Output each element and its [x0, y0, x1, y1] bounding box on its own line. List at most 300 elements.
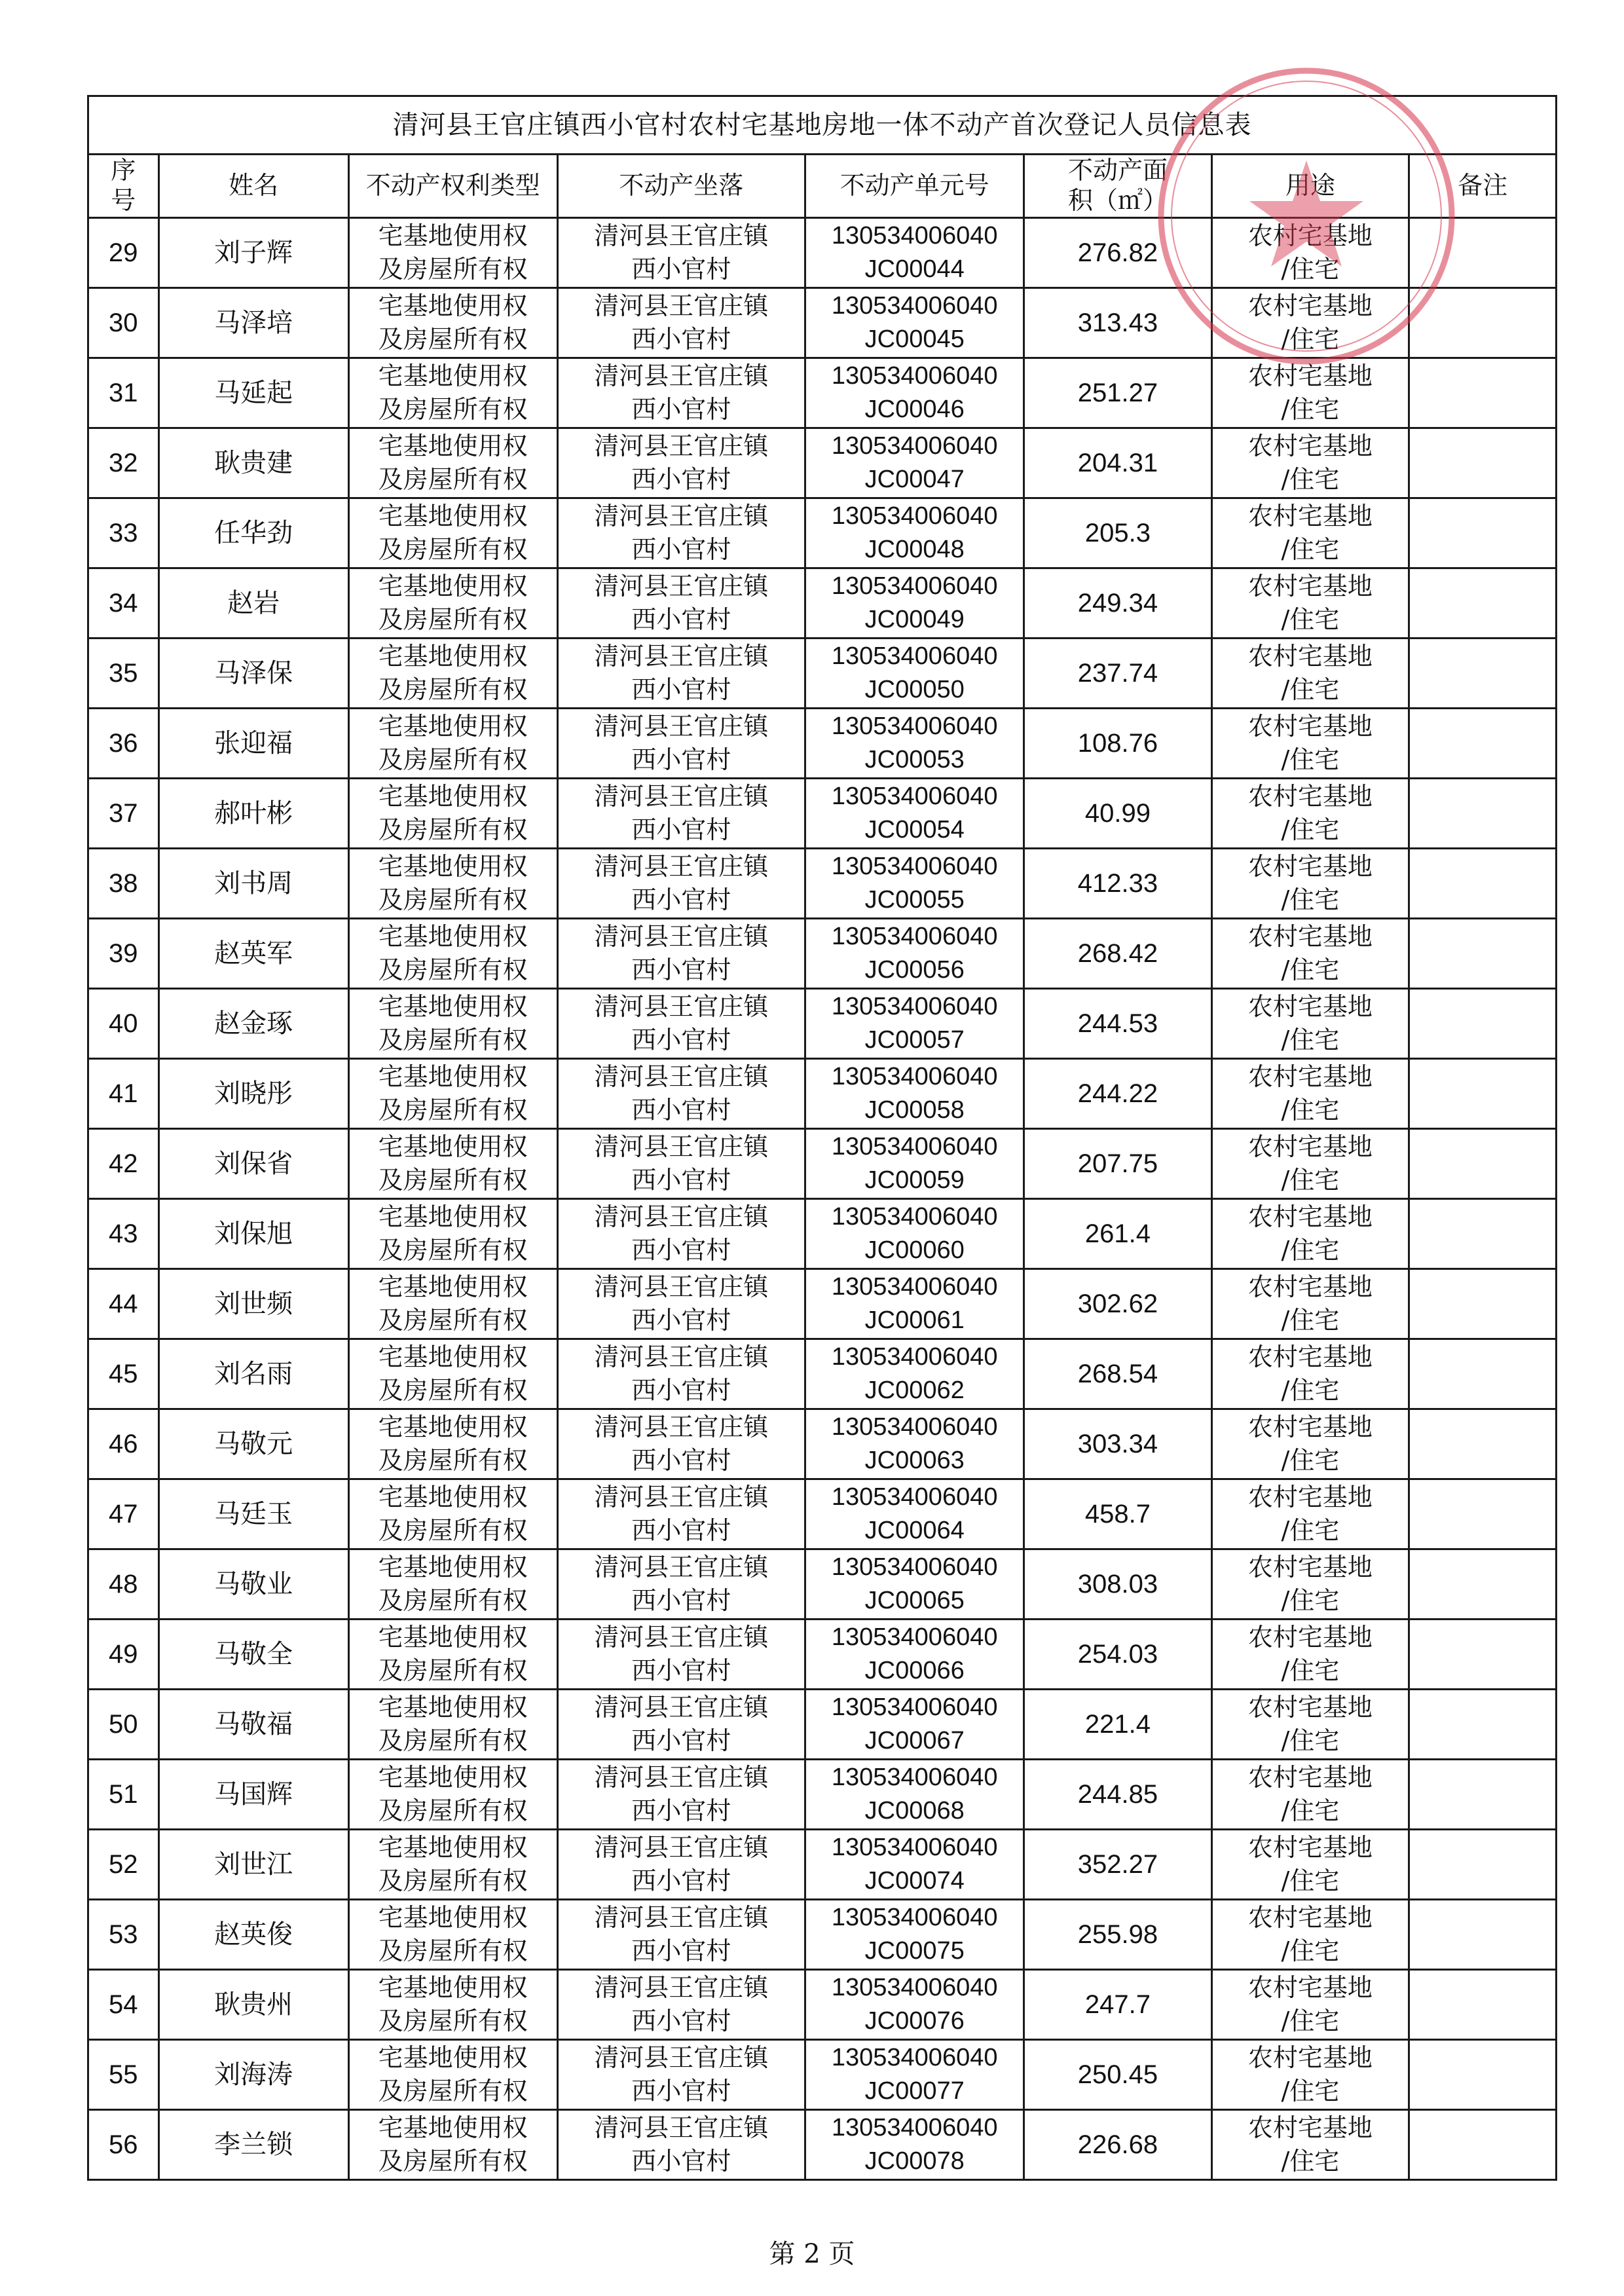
cell-usage-line-2: /住宅	[1281, 255, 1340, 284]
cell-location	[557, 2040, 805, 2110]
cell-right-type-line-2: 及房屋所有权	[378, 325, 528, 354]
cell-usage	[1211, 498, 1409, 568]
cell-unit-no-line-2: JC00076	[864, 2007, 965, 2035]
cell-unit-no-line-1: 130534006040	[831, 432, 998, 460]
cell-right-type-line-1: 宅基地使用权	[378, 1482, 528, 1511]
cell-location-line-2: 西小官村	[631, 1026, 731, 1054]
cell-name: 马泽培	[158, 288, 348, 358]
cell-usage-line-1: 农村宅基地	[1247, 1482, 1373, 1511]
cell-usage	[1211, 849, 1409, 919]
cell-note	[1409, 779, 1557, 849]
cell-usage-line-2: /住宅	[1281, 535, 1340, 564]
cell-seq: 41	[88, 1059, 159, 1129]
cell-location-line-2: 西小官村	[631, 1726, 731, 1755]
cell-unit-no-line-1: 130534006040	[831, 1553, 998, 1581]
cell-location-line-2: 西小官村	[631, 535, 731, 564]
cell-right-type-line-2: 及房屋所有权	[378, 1026, 528, 1054]
cell-name: 马敬全	[158, 1620, 348, 1690]
cell-unit-no-line-2: JC00047	[864, 466, 965, 493]
cell-right-type-line-1: 宅基地使用权	[378, 921, 528, 951]
cell-usage-line-2: /住宅	[1281, 2077, 1340, 2105]
cell-right-type	[348, 989, 557, 1059]
cell-area: 247.7	[1024, 1970, 1211, 2040]
cell-unit-no-line-2: JC00061	[864, 1306, 965, 1334]
cell-location-line-1: 清河县王官庄镇	[594, 1482, 769, 1511]
cell-seq: 48	[88, 1549, 159, 1620]
cell-unit-no	[805, 779, 1024, 849]
table-row	[88, 218, 1557, 288]
cell-unit-no-line-2: JC00066	[864, 1657, 965, 1684]
header-usage: 用途	[1211, 155, 1409, 218]
cell-location-line-2: 西小官村	[631, 745, 731, 774]
cell-seq: 37	[88, 779, 159, 849]
cell-name: 耿贵州	[158, 1970, 348, 2040]
cell-location-line-2: 西小官村	[631, 1376, 731, 1405]
cell-usage	[1211, 989, 1409, 1059]
cell-location-line-1: 清河县王官庄镇	[594, 1832, 769, 1862]
cell-usage-line-2: /住宅	[1281, 745, 1340, 774]
cell-usage	[1211, 919, 1409, 989]
cell-unit-no	[805, 709, 1024, 779]
cell-usage-line-1: 农村宅基地	[1247, 1762, 1373, 1792]
table-row	[88, 1269, 1557, 1339]
cell-right-type-line-2: 及房屋所有权	[378, 1376, 528, 1405]
cell-location	[557, 1690, 805, 1760]
table-row	[88, 1620, 1557, 1690]
cell-unit-no	[805, 639, 1024, 709]
cell-usage	[1211, 1269, 1409, 1339]
cell-name: 刘世频	[158, 1269, 348, 1339]
cell-unit-no-line-2: JC00058	[864, 1096, 965, 1124]
table-row	[88, 2110, 1557, 2180]
cell-usage-line-1: 农村宅基地	[1247, 1552, 1373, 1582]
cell-right-type	[348, 1199, 557, 1269]
cell-location-line-1: 清河县王官庄镇	[594, 221, 769, 250]
cell-unit-no-line-2: JC00057	[864, 1026, 965, 1054]
cell-note	[1409, 1690, 1557, 1760]
registration-table	[87, 95, 1557, 2181]
cell-right-type	[348, 1059, 557, 1129]
cell-location-line-2: 西小官村	[631, 1166, 731, 1194]
cell-location-line-2: 西小官村	[631, 465, 731, 494]
cell-location	[557, 1129, 805, 1199]
cell-unit-no-line-1: 130534006040	[831, 572, 998, 600]
cell-usage-line-1: 农村宅基地	[1247, 1622, 1373, 1652]
table-row	[88, 1199, 1557, 1269]
cell-right-type	[348, 1479, 557, 1549]
cell-name: 刘保旭	[158, 1199, 348, 1269]
cell-area: 412.33	[1024, 849, 1211, 919]
cell-right-type-line-1: 宅基地使用权	[378, 1202, 528, 1231]
cell-note	[1409, 919, 1557, 989]
cell-name: 李兰锁	[158, 2110, 348, 2180]
registration-sheet	[87, 95, 1557, 2181]
cell-unit-no-line-2: JC00075	[864, 1937, 965, 1965]
cell-note	[1409, 849, 1557, 919]
cell-unit-no-line-1: 130534006040	[831, 1272, 998, 1301]
cell-area: 302.62	[1024, 1269, 1211, 1339]
cell-right-type-line-1: 宅基地使用权	[378, 1692, 528, 1722]
cell-right-type	[348, 919, 557, 989]
cell-name: 马敬元	[158, 1409, 348, 1479]
cell-unit-no-line-1: 130534006040	[831, 852, 998, 880]
cell-location-line-1: 清河县王官庄镇	[594, 1622, 769, 1652]
cell-right-type-line-2: 及房屋所有权	[378, 2007, 528, 2035]
cell-note	[1409, 1199, 1557, 1269]
header-unit-no: 不动产单元号	[805, 155, 1024, 218]
cell-note	[1409, 1479, 1557, 1549]
cell-unit-no-line-1: 130534006040	[831, 922, 998, 950]
cell-seq: 40	[88, 989, 159, 1059]
cell-unit-no	[805, 1479, 1024, 1549]
cell-usage	[1211, 1620, 1409, 1690]
cell-usage-line-1: 农村宅基地	[1247, 1902, 1373, 1932]
cell-location-line-1: 清河县王官庄镇	[594, 501, 769, 530]
cell-usage-line-2: /住宅	[1281, 2147, 1340, 2176]
cell-area: 352.27	[1024, 1830, 1211, 1900]
cell-usage-line-1: 农村宅基地	[1247, 431, 1373, 460]
cell-location-line-1: 清河县王官庄镇	[594, 1972, 769, 2002]
cell-unit-no-line-1: 130534006040	[831, 1132, 998, 1160]
cell-name: 刘书周	[158, 849, 348, 919]
table-row	[88, 849, 1557, 919]
cell-unit-no-line-1: 130534006040	[831, 361, 998, 390]
cell-seq: 35	[88, 639, 159, 709]
cell-name: 任华劲	[158, 498, 348, 568]
cell-right-type-line-2: 及房屋所有权	[378, 745, 528, 774]
cell-usage-line-2: /住宅	[1281, 1166, 1340, 1194]
cell-unit-no-line-1: 130534006040	[831, 1483, 998, 1511]
cell-usage-line-1: 农村宅基地	[1247, 361, 1373, 390]
cell-area: 313.43	[1024, 288, 1211, 358]
cell-right-type	[348, 288, 557, 358]
cell-usage-line-1: 农村宅基地	[1247, 781, 1373, 811]
cell-location	[557, 1199, 805, 1269]
cell-seq: 54	[88, 1970, 159, 2040]
cell-unit-no	[805, 1059, 1024, 1129]
cell-right-type-line-2: 及房屋所有权	[378, 1166, 528, 1194]
cell-right-type	[348, 1269, 557, 1339]
cell-usage-line-2: /住宅	[1281, 1796, 1340, 1825]
cell-name: 马敬福	[158, 1690, 348, 1760]
cell-area: 244.85	[1024, 1760, 1211, 1830]
cell-location-line-1: 清河县王官庄镇	[594, 1062, 769, 1091]
cell-name: 赵英俊	[158, 1900, 348, 1970]
cell-usage	[1211, 218, 1409, 288]
cell-usage-line-2: /住宅	[1281, 605, 1340, 634]
cell-note	[1409, 358, 1557, 428]
cell-name: 赵岩	[158, 568, 348, 639]
header-note: 备注	[1409, 155, 1557, 218]
cell-right-type-line-1: 宅基地使用权	[378, 1062, 528, 1091]
cell-area: 244.53	[1024, 989, 1211, 1059]
cell-unit-no-line-1: 130534006040	[831, 712, 998, 740]
cell-right-type	[348, 1970, 557, 2040]
cell-unit-no-line-2: JC00077	[864, 2077, 965, 2105]
cell-area: 40.99	[1024, 779, 1211, 849]
cell-name: 赵英军	[158, 919, 348, 989]
cell-area: 276.82	[1024, 218, 1211, 288]
cell-unit-no-line-2: JC00046	[864, 396, 965, 423]
header-seq-line-2: 号	[111, 186, 136, 215]
cell-location	[557, 1479, 805, 1549]
cell-right-type	[348, 428, 557, 498]
cell-seq: 32	[88, 428, 159, 498]
cell-location	[557, 1830, 805, 1900]
cell-usage-line-1: 农村宅基地	[1247, 1692, 1373, 1722]
cell-unit-no-line-2: JC00054	[864, 816, 965, 843]
cell-usage-line-2: /住宅	[1281, 955, 1340, 984]
cell-area: 226.68	[1024, 2110, 1211, 2180]
table-row	[88, 779, 1557, 849]
cell-right-type-line-1: 宅基地使用权	[378, 991, 528, 1021]
cell-right-type	[348, 1129, 557, 1199]
cell-right-type-line-1: 宅基地使用权	[378, 1552, 528, 1582]
cell-usage-line-2: /住宅	[1281, 1306, 1340, 1335]
cell-location-line-2: 西小官村	[631, 2007, 731, 2035]
cell-right-type-line-2: 及房屋所有权	[378, 535, 528, 564]
cell-location-line-1: 清河县王官庄镇	[594, 851, 769, 881]
cell-location-line-2: 西小官村	[631, 325, 731, 354]
cell-unit-no-line-1: 130534006040	[831, 1202, 998, 1231]
cell-location	[557, 358, 805, 428]
cell-usage	[1211, 639, 1409, 709]
cell-right-type-line-1: 宅基地使用权	[378, 2043, 528, 2072]
header-seq	[88, 155, 159, 218]
cell-usage	[1211, 1549, 1409, 1620]
table-row	[88, 1900, 1557, 1970]
cell-name: 刘子辉	[158, 218, 348, 288]
cell-unit-no	[805, 2110, 1024, 2180]
cell-usage-line-2: /住宅	[1281, 465, 1340, 494]
cell-name: 刘名雨	[158, 1339, 348, 1409]
cell-note	[1409, 498, 1557, 568]
cell-usage-line-2: /住宅	[1281, 885, 1340, 914]
cell-unit-no	[805, 1900, 1024, 1970]
cell-unit-no-line-1: 130534006040	[831, 992, 998, 1020]
header-seq-line-1: 序	[111, 156, 136, 185]
cell-usage-line-2: /住宅	[1281, 1866, 1340, 1895]
cell-location	[557, 1620, 805, 1690]
cell-usage-line-1: 农村宅基地	[1247, 2043, 1373, 2072]
cell-right-type	[348, 568, 557, 639]
cell-right-type-line-1: 宅基地使用权	[378, 2113, 528, 2142]
cell-usage-line-1: 农村宅基地	[1247, 1132, 1373, 1161]
cell-note	[1409, 1129, 1557, 1199]
cell-unit-no	[805, 218, 1024, 288]
cell-location-line-2: 西小官村	[631, 1236, 731, 1265]
cell-right-type-line-1: 宅基地使用权	[378, 1972, 528, 2002]
cell-unit-no-line-2: JC00063	[864, 1447, 965, 1474]
table-row	[88, 2040, 1557, 2110]
cell-location-line-1: 清河县王官庄镇	[594, 1412, 769, 1441]
cell-unit-no-line-2: JC00045	[864, 325, 965, 353]
table-title-row	[88, 96, 1557, 155]
cell-location	[557, 639, 805, 709]
cell-note	[1409, 1970, 1557, 2040]
cell-location-line-2: 西小官村	[631, 395, 731, 424]
cell-seq: 52	[88, 1830, 159, 1900]
cell-note	[1409, 218, 1557, 288]
cell-note	[1409, 1760, 1557, 1830]
cell-usage	[1211, 1760, 1409, 1830]
cell-unit-no	[805, 1269, 1024, 1339]
cell-location-line-1: 清河县王官庄镇	[594, 641, 769, 671]
cell-location	[557, 498, 805, 568]
cell-usage	[1211, 1690, 1409, 1760]
cell-right-type	[348, 1620, 557, 1690]
cell-usage-line-2: /住宅	[1281, 1376, 1340, 1405]
cell-right-type-line-1: 宅基地使用权	[378, 361, 528, 390]
cell-name: 刘晓彤	[158, 1059, 348, 1129]
cell-unit-no-line-2: JC00059	[864, 1166, 965, 1194]
cell-right-type-line-2: 及房屋所有权	[378, 815, 528, 844]
cell-unit-no-line-1: 130534006040	[831, 1973, 998, 2001]
cell-seq: 45	[88, 1339, 159, 1409]
cell-area: 261.4	[1024, 1199, 1211, 1269]
cell-usage	[1211, 1129, 1409, 1199]
cell-note	[1409, 1059, 1557, 1129]
cell-seq: 42	[88, 1129, 159, 1199]
table-row	[88, 1339, 1557, 1409]
cell-seq: 47	[88, 1479, 159, 1549]
table-row	[88, 919, 1557, 989]
cell-right-type-line-1: 宅基地使用权	[378, 641, 528, 671]
cell-note	[1409, 639, 1557, 709]
cell-seq: 29	[88, 218, 159, 288]
cell-area: 255.98	[1024, 1900, 1211, 1970]
cell-area: 205.3	[1024, 498, 1211, 568]
cell-name: 郝叶彬	[158, 779, 348, 849]
cell-location	[557, 1760, 805, 1830]
cell-usage	[1211, 1199, 1409, 1269]
cell-name: 刘海涛	[158, 2040, 348, 2110]
cell-unit-no-line-1: 130534006040	[831, 1062, 998, 1090]
cell-right-type	[348, 1409, 557, 1479]
cell-unit-no	[805, 989, 1024, 1059]
cell-unit-no-line-1: 130534006040	[831, 291, 998, 320]
cell-unit-no	[805, 428, 1024, 498]
cell-location	[557, 288, 805, 358]
cell-usage-line-2: /住宅	[1281, 1096, 1340, 1124]
cell-usage-line-2: /住宅	[1281, 1726, 1340, 1755]
cell-usage	[1211, 1409, 1409, 1479]
cell-location	[557, 1059, 805, 1129]
cell-right-type-line-2: 及房屋所有权	[378, 1236, 528, 1265]
cell-note	[1409, 2110, 1557, 2180]
cell-note	[1409, 1339, 1557, 1409]
cell-usage-line-1: 农村宅基地	[1247, 641, 1373, 671]
cell-unit-no	[805, 1690, 1024, 1760]
cell-usage-line-1: 农村宅基地	[1247, 571, 1373, 601]
cell-usage-line-1: 农村宅基地	[1247, 1972, 1373, 2002]
cell-seq: 55	[88, 2040, 159, 2110]
cell-note	[1409, 288, 1557, 358]
cell-right-type-line-2: 及房屋所有权	[378, 465, 528, 494]
cell-location	[557, 2110, 805, 2180]
cell-usage-line-2: /住宅	[1281, 1586, 1340, 1615]
cell-right-type-line-2: 及房屋所有权	[378, 1796, 528, 1825]
cell-usage-line-2: /住宅	[1281, 2007, 1340, 2035]
cell-area: 204.31	[1024, 428, 1211, 498]
cell-right-type-line-1: 宅基地使用权	[378, 1342, 528, 1371]
cell-right-type	[348, 1830, 557, 1900]
cell-location	[557, 709, 805, 779]
cell-location-line-1: 清河县王官庄镇	[594, 1762, 769, 1792]
cell-location	[557, 1970, 805, 2040]
cell-right-type-line-2: 及房屋所有权	[378, 1096, 528, 1124]
cell-area: 268.42	[1024, 919, 1211, 989]
cell-location-line-1: 清河县王官庄镇	[594, 571, 769, 601]
cell-usage	[1211, 288, 1409, 358]
cell-unit-no-line-2: JC00074	[864, 1867, 965, 1895]
cell-right-type	[348, 2110, 557, 2180]
header-area-line-2: 积（㎡）	[1067, 186, 1168, 215]
cell-usage-line-1: 农村宅基地	[1247, 1412, 1373, 1441]
cell-unit-no-line-1: 130534006040	[831, 1413, 998, 1441]
cell-seq: 30	[88, 288, 159, 358]
table-row	[88, 709, 1557, 779]
cell-seq: 51	[88, 1760, 159, 1830]
cell-unit-no-line-1: 130534006040	[831, 2113, 998, 2141]
cell-unit-no-line-1: 130534006040	[831, 1623, 998, 1651]
cell-location-line-2: 西小官村	[631, 1656, 731, 1685]
table-title: 清河县王官庄镇西小官村农村宅基地房地一体不动产首次登记人员信息表	[88, 96, 1557, 155]
cell-usage	[1211, 2110, 1409, 2180]
cell-location	[557, 568, 805, 639]
cell-unit-no-line-1: 130534006040	[831, 2043, 998, 2071]
cell-unit-no	[805, 849, 1024, 919]
cell-seq: 46	[88, 1409, 159, 1479]
cell-note	[1409, 2040, 1557, 2110]
cell-right-type-line-2: 及房屋所有权	[378, 1586, 528, 1615]
cell-location-line-2: 西小官村	[631, 2147, 731, 2176]
cell-location	[557, 849, 805, 919]
cell-unit-no-line-2: JC00055	[864, 886, 965, 914]
cell-note	[1409, 1830, 1557, 1900]
cell-seq: 49	[88, 1620, 159, 1690]
cell-unit-no-line-1: 130534006040	[831, 782, 998, 810]
cell-right-type-line-2: 及房屋所有权	[378, 1656, 528, 1685]
cell-right-type-line-1: 宅基地使用权	[378, 781, 528, 811]
cell-unit-no	[805, 1549, 1024, 1620]
cell-usage-line-2: /住宅	[1281, 1516, 1340, 1545]
cell-name: 刘世江	[158, 1830, 348, 1900]
cell-usage-line-1: 农村宅基地	[1247, 991, 1373, 1021]
table-row	[88, 568, 1557, 639]
cell-unit-no-line-1: 130534006040	[831, 502, 998, 530]
cell-right-type	[348, 1690, 557, 1760]
table-row	[88, 1830, 1557, 1900]
cell-unit-no-line-2: JC00060	[864, 1236, 965, 1264]
cell-note	[1409, 1269, 1557, 1339]
cell-unit-no-line-1: 130534006040	[831, 1763, 998, 1791]
cell-location-line-1: 清河县王官庄镇	[594, 2043, 769, 2072]
table-row	[88, 1059, 1557, 1129]
table-row	[88, 288, 1557, 358]
cell-seq: 53	[88, 1900, 159, 1970]
cell-right-type-line-2: 及房屋所有权	[378, 675, 528, 704]
cell-unit-no-line-2: JC00053	[864, 746, 965, 773]
cell-area: 268.54	[1024, 1339, 1211, 1409]
table-header-row	[88, 155, 1557, 218]
cell-usage	[1211, 1479, 1409, 1549]
cell-unit-no	[805, 1970, 1024, 2040]
cell-seq: 34	[88, 568, 159, 639]
cell-location	[557, 1549, 805, 1620]
cell-right-type-line-1: 宅基地使用权	[378, 501, 528, 530]
cell-right-type-line-2: 及房屋所有权	[378, 1726, 528, 1755]
